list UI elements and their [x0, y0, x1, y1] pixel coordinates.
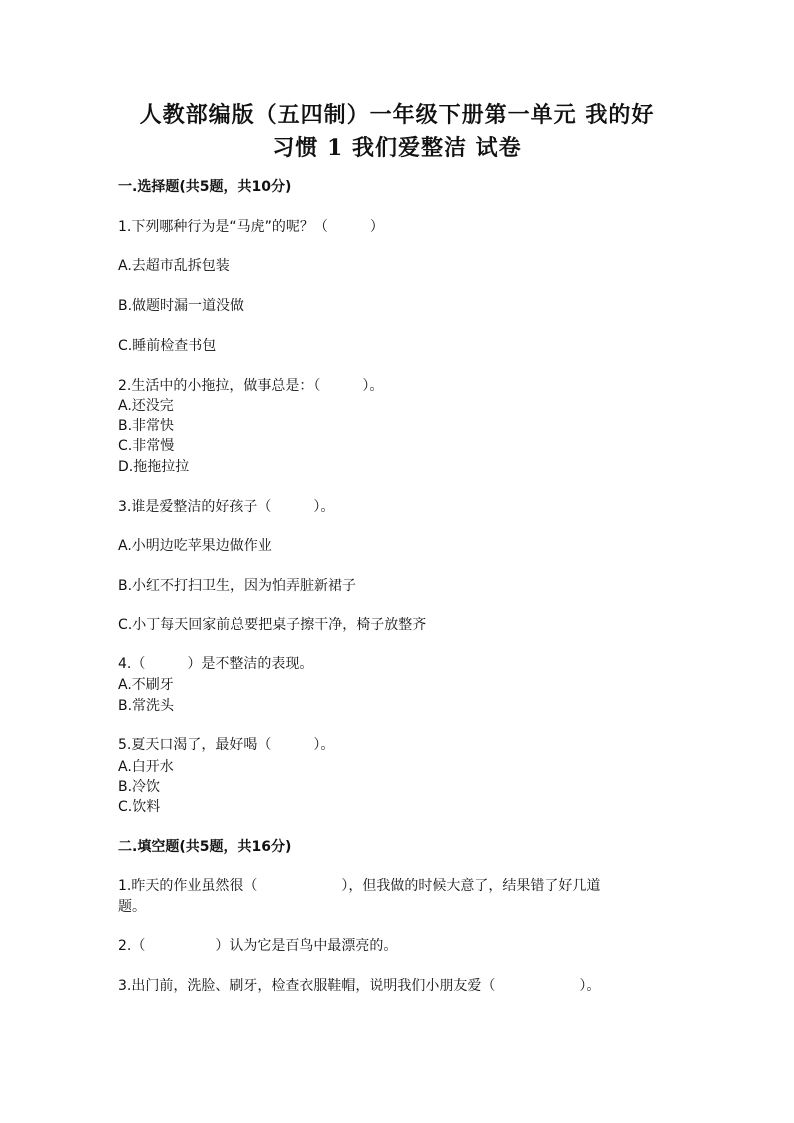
question-1-text: 1.下列哪种行为是“马虎”的呢？（ ） [118, 219, 384, 235]
question-3-option-c: C.小丁每天回家前总要把桌子擦干净，椅子放整齐 [118, 617, 427, 633]
question-5-option-a: A.白开水 [118, 759, 174, 775]
question-3-text: 3.谁是爱整洁的好孩子（ ）。 [118, 499, 335, 515]
question-2-text: 2.生活中的小拖拉，做事总是：（ ）。 [118, 378, 384, 394]
fill-question-2: 2.（ ）认为它是百鸟中最漂亮的。 [118, 938, 398, 954]
question-5-option-c: C.饮料 [118, 799, 161, 815]
question-4-option-b: B.常洗头 [118, 698, 175, 714]
question-2-option-b: B.非常快 [118, 418, 175, 434]
question-3-option-a: A.小明边吃苹果边做作业 [118, 538, 272, 554]
question-2-option-c: C.非常慢 [118, 438, 175, 454]
fill-question-3: 3.出门前，洗脸、刷牙，检查衣服鞋帽，说明我们小朋友爱（ ）。 [118, 978, 601, 994]
section-heading-choice: 一.选择题(共5题，共10分) [118, 179, 292, 195]
question-1-option-b: B.做题时漏一道没做 [118, 298, 245, 314]
fill-question-1-line-2: 题。 [118, 899, 146, 915]
section-heading-fill-blank: 二.填空题(共5题，共16分) [118, 839, 292, 855]
question-5-option-b: B.冷饮 [118, 779, 161, 795]
question-5-text: 5.夏天口渴了，最好喝（ ）。 [118, 737, 335, 753]
question-2-option-a: A.还没完 [118, 398, 174, 414]
question-1-option-a: A.去超市乱拆包装 [118, 258, 230, 274]
question-4-option-a: A.不刷牙 [118, 677, 174, 693]
page-title-line-2: 习惯 1 我们爱整洁 试卷 [272, 135, 522, 161]
page-title-line-1: 人教部编版（五四制）一年级下册第一单元 我的好 [139, 102, 655, 128]
question-2-option-d: D.拖拖拉拉 [118, 459, 190, 475]
fill-question-1-line-1: 1.昨天的作业虽然很（ ），但我做的时候大意了，结果错了好几道 [118, 878, 601, 894]
question-1-option-c: C.睡前检查书包 [118, 338, 217, 354]
question-3-option-b: B.小红不打扫卫生，因为怕弄脏新裙子 [118, 578, 357, 594]
question-4-text: 4.（ ）是不整洁的表现。 [118, 656, 314, 672]
